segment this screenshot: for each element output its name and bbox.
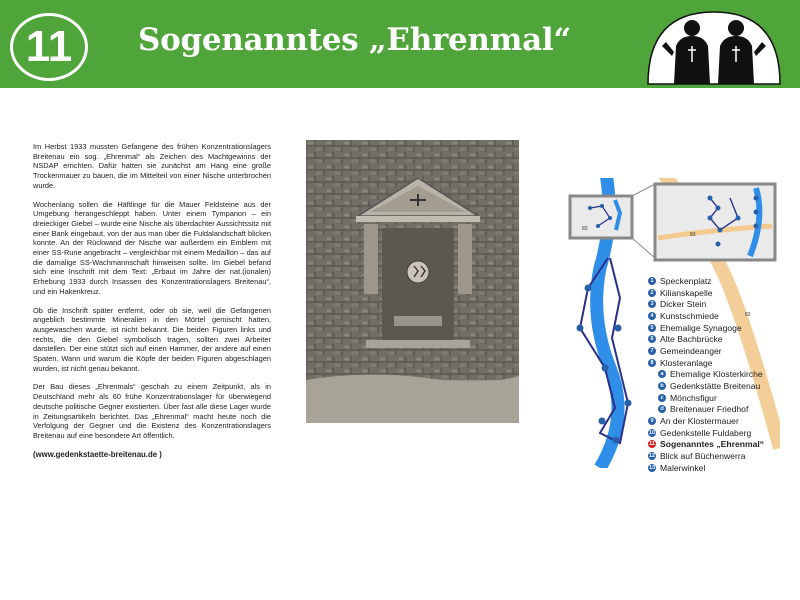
station-number-badge: 11 (10, 13, 88, 81)
road-label: 83 (582, 226, 588, 232)
legend-label: Ehemalige Synagoge (660, 322, 742, 333)
legend-label: Kilianskapelle (660, 287, 713, 298)
legend-label: Sogenanntes „Ehrenmal“ (660, 439, 765, 450)
station-number-icon: d (658, 405, 666, 413)
station-number-icon: 11 (649, 441, 655, 448)
page-title: Sogenanntes „Ehrenmal“ (138, 22, 571, 58)
ehrenmal-photo (306, 140, 519, 423)
website-link[interactable]: (www.gedenkstaette-breitenau.de ) (33, 449, 162, 459)
legend-item (648, 427, 798, 439)
legend-item (648, 392, 798, 404)
legend-item (648, 357, 798, 369)
legend-item (648, 450, 798, 462)
station-number-icon: 6 (648, 335, 656, 343)
station-number-icon: 13 (648, 464, 656, 471)
legend-label: Blick auf Büchenwerra (660, 451, 746, 462)
legend-item (648, 322, 798, 334)
station-number-icon: 12 (648, 453, 656, 460)
legend-item (648, 333, 798, 345)
body-text (33, 142, 271, 468)
legend-item (648, 369, 798, 381)
station-number-icon: 2 (648, 289, 656, 297)
station-number-icon: 9 (648, 417, 656, 425)
two-monks-logo-icon (644, 6, 784, 86)
station-number-icon: 5 (648, 324, 656, 332)
legend-item (648, 287, 798, 299)
legend-label: Breitenauer Friedhof (670, 404, 749, 415)
legend-item (648, 275, 798, 287)
legend-item (648, 462, 798, 474)
station-legend (648, 275, 798, 474)
paragraph: Wochenlang sollen die Häftlinge für die Mauer Feldsteine aus der Umgebung herangeschleppt haben. Unter einem Tympanon – ein dreieckiger Giebel – wurde eine Nische als überdachter Aussichtssitz mit einer Bank eingebaut, von der aus man über die Fuldalandschaft blicken konnte. An der Rückwand der Nische war außerdem ein Emblem mit einer SS-Rune angebracht – vergleichbar mit einem Medaillon – das auf die damalige SS-Wachmannschaft hinweisen sollte. Im Giebel befand sich eine Inschrift mit dem Text: „Erbaut im Jahre der nat.(ionalen) Erhebung 1933 durch Insassen des Konzentrationslagers Breitenau“, und ein Hakenkreuz. (33, 199, 271, 296)
legend-label: Gedenkstätte Breitenau (670, 381, 761, 392)
legend-label: An der Klostermauer (660, 416, 739, 427)
legend-label: Alte Bachbrücke (660, 334, 723, 345)
legend-label: Ehemalige Klosterkirche (670, 369, 763, 380)
station-number-icon: 8 (648, 359, 656, 367)
paragraph: Der Bau dieses „Ehrenmals“ geschah zu einem Zeitpunkt, als in Deutschland mehr als 60 frühe Konzentrationslager für überwiegend deutsche politische Gegner existierten. Über fast alle diese Lager wurde in Zeitungsartikeln berichtet. Das „Ehrenmal“ macht heute noch die Verfolgung der Gegner und die Existenz des Konzentrationslagers Breitenau auf eine besondere Art öffentlich. (33, 382, 271, 440)
legend-label: Gedenkstelle Fuldaberg (660, 427, 752, 438)
station-number-icon: 1 (648, 277, 656, 285)
station-number-icon: 7 (648, 347, 656, 355)
station-number-icon: b (658, 382, 666, 390)
legend-label: Kunstschmiede (660, 310, 719, 321)
paragraph: Im Herbst 1933 mussten Gefangene des frühen Konzentrationslagers Breitenau ein sog. „Ehrenmal“ als Zeichen des Machtgewinns der NSDAP errichten. Dafür hatten sie zunächst am Hang eine große Trockenmauer zu bauen, die im Mittelteil von einer Nische unterbrochen wurde. (33, 142, 271, 190)
legend-item (648, 404, 798, 416)
road-label: 83 (690, 232, 696, 238)
station-number-icon: 10 (648, 429, 656, 436)
legend-label: Malerwinkel (660, 462, 706, 473)
legend-label: Klosteranlage (660, 357, 713, 368)
header-bar (0, 0, 800, 88)
station-number-icon: 4 (648, 312, 656, 320)
legend-label: Gemeindeanger (660, 345, 722, 356)
legend-item (648, 298, 798, 310)
station-number-icon: c (658, 394, 666, 402)
legend-item (648, 345, 798, 357)
paragraph: Ob die Inschrift später entfernt, oder ob sie, weil die Gefangenen angeblich bestimmte Mineralien in den Mörtel gemischt hatten, ausgewaschen wurde, ist nicht bekannt. Die beiden Figuren links und rechts, die den Giebel symbolisch tragen, sollten zwei Arbeiter darstellen. Der eine stützt sich auf einen Hammer, der andere auf einen Spaten. Wann und warum die Köpfe der beiden Figuren abgeschlagen wurden, ist nicht genau bekannt. (33, 305, 271, 373)
legend-label: Mönchsfigur (670, 392, 717, 403)
station-number-icon: 3 (648, 300, 656, 308)
station-number-icon: a (658, 370, 666, 378)
road-label: 83 (745, 312, 751, 318)
legend-label: Dicker Stein (660, 299, 707, 310)
legend-item (648, 415, 798, 427)
legend-item (648, 380, 798, 392)
legend-item (648, 310, 798, 322)
legend-label: Speckenplatz (660, 275, 712, 286)
legend-item (648, 439, 798, 451)
